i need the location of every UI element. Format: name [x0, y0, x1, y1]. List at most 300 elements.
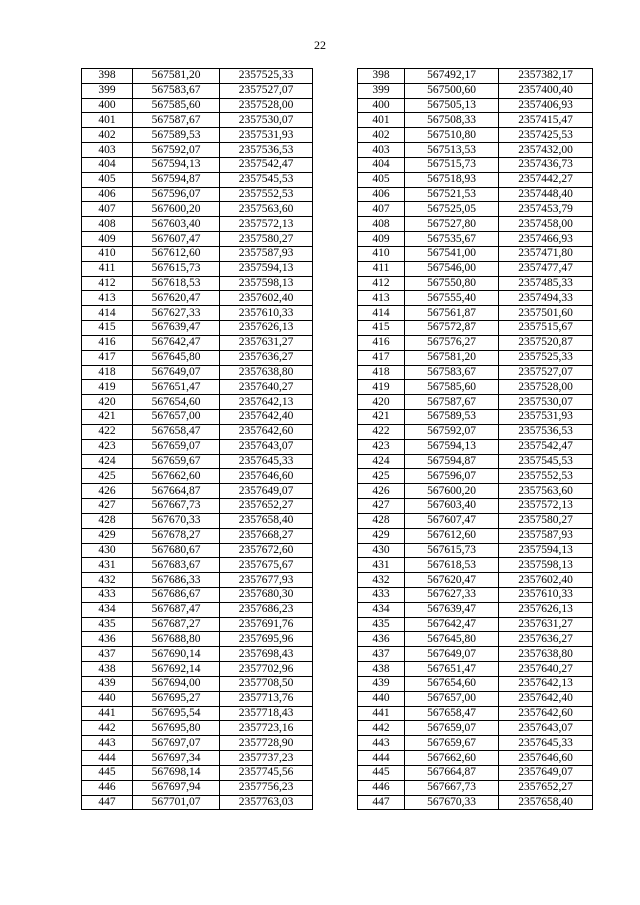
- left-y-coordinate: 2357756,23: [220, 780, 313, 795]
- left-y-coordinate: 2357702,96: [220, 662, 313, 677]
- column-gap: [313, 484, 358, 499]
- left-point-number: 403: [82, 143, 133, 158]
- left-point-number: 445: [82, 765, 133, 780]
- column-gap: [313, 69, 358, 84]
- right-point-number: 406: [358, 187, 405, 202]
- left-point-number: 426: [82, 484, 133, 499]
- right-y-coordinate: 2357649,07: [499, 765, 593, 780]
- left-y-coordinate: 2357552,53: [220, 187, 313, 202]
- left-point-number: 431: [82, 558, 133, 573]
- right-x-coordinate: 567667,73: [405, 780, 499, 795]
- table-row: [82, 172, 593, 187]
- left-point-number: 446: [82, 780, 133, 795]
- left-x-coordinate: 567654,60: [133, 395, 220, 410]
- column-gap: [313, 321, 358, 336]
- left-x-coordinate: 567651,47: [133, 380, 220, 395]
- right-y-coordinate: 2357642,60: [499, 706, 593, 721]
- right-y-coordinate: 2357531,93: [499, 410, 593, 425]
- right-x-coordinate: 567596,07: [405, 469, 499, 484]
- table-row: [82, 424, 593, 439]
- right-x-coordinate: 567508,33: [405, 113, 499, 128]
- left-point-number: 425: [82, 469, 133, 484]
- left-y-coordinate: 2357642,60: [220, 424, 313, 439]
- table-row: [82, 291, 593, 306]
- table-row: [82, 98, 593, 113]
- right-x-coordinate: 567612,60: [405, 528, 499, 543]
- left-x-coordinate: 567680,67: [133, 543, 220, 558]
- table-row: [82, 439, 593, 454]
- right-y-coordinate: 2357636,27: [499, 632, 593, 647]
- left-x-coordinate: 567583,67: [133, 83, 220, 98]
- right-x-coordinate: 567587,67: [405, 395, 499, 410]
- right-x-coordinate: 567600,20: [405, 484, 499, 499]
- table-row: [82, 528, 593, 543]
- right-x-coordinate: 567618,53: [405, 558, 499, 573]
- left-y-coordinate: 2357631,27: [220, 335, 313, 350]
- column-gap: [313, 217, 358, 232]
- left-x-coordinate: 567664,87: [133, 484, 220, 499]
- left-x-coordinate: 567620,47: [133, 291, 220, 306]
- right-point-number: 415: [358, 321, 405, 336]
- column-gap: [313, 350, 358, 365]
- right-point-number: 441: [358, 706, 405, 721]
- right-point-number: 410: [358, 246, 405, 261]
- right-y-coordinate: 2357466,93: [499, 232, 593, 247]
- right-point-number: 436: [358, 632, 405, 647]
- right-x-coordinate: 567555,40: [405, 291, 499, 306]
- left-y-coordinate: 2357737,23: [220, 751, 313, 766]
- right-x-coordinate: 567627,33: [405, 587, 499, 602]
- right-point-number: 426: [358, 484, 405, 499]
- right-point-number: 422: [358, 424, 405, 439]
- right-y-coordinate: 2357471,80: [499, 246, 593, 261]
- left-x-coordinate: 567694,00: [133, 676, 220, 691]
- left-y-coordinate: 2357680,30: [220, 587, 313, 602]
- left-point-number: 402: [82, 128, 133, 143]
- right-point-number: 409: [358, 232, 405, 247]
- right-x-coordinate: 567659,67: [405, 736, 499, 751]
- right-y-coordinate: 2357626,13: [499, 602, 593, 617]
- right-x-coordinate: 567645,80: [405, 632, 499, 647]
- column-gap: [313, 632, 358, 647]
- left-point-number: 418: [82, 365, 133, 380]
- right-x-coordinate: 567657,00: [405, 691, 499, 706]
- left-x-coordinate: 567670,33: [133, 513, 220, 528]
- right-x-coordinate: 567561,87: [405, 306, 499, 321]
- right-point-number: 423: [358, 439, 405, 454]
- column-gap: [313, 113, 358, 128]
- right-y-coordinate: 2357638,80: [499, 647, 593, 662]
- right-y-coordinate: 2357501,60: [499, 306, 593, 321]
- right-y-coordinate: 2357542,47: [499, 439, 593, 454]
- left-y-coordinate: 2357728,90: [220, 736, 313, 751]
- left-point-number: 427: [82, 499, 133, 514]
- page-number: 22: [314, 38, 326, 52]
- left-point-number: 436: [82, 632, 133, 647]
- left-x-coordinate: 567581,20: [133, 69, 220, 84]
- column-gap: [313, 291, 358, 306]
- right-point-number: 438: [358, 662, 405, 677]
- right-x-coordinate: 567492,17: [405, 69, 499, 84]
- left-point-number: 420: [82, 395, 133, 410]
- column-gap: [313, 202, 358, 217]
- left-x-coordinate: 567592,07: [133, 143, 220, 158]
- table-row: [82, 187, 593, 202]
- column-gap: [313, 187, 358, 202]
- left-point-number: 406: [82, 187, 133, 202]
- column-gap: [313, 676, 358, 691]
- left-y-coordinate: 2357587,93: [220, 246, 313, 261]
- column-gap: [313, 691, 358, 706]
- column-gap: [313, 469, 358, 484]
- right-y-coordinate: 2357528,00: [499, 380, 593, 395]
- right-x-coordinate: 567607,47: [405, 513, 499, 528]
- left-y-coordinate: 2357528,00: [220, 98, 313, 113]
- left-x-coordinate: 567594,13: [133, 157, 220, 172]
- column-gap: [313, 513, 358, 528]
- right-x-coordinate: 567535,67: [405, 232, 499, 247]
- left-point-number: 419: [82, 380, 133, 395]
- right-x-coordinate: 567594,13: [405, 439, 499, 454]
- right-y-coordinate: 2357580,27: [499, 513, 593, 528]
- left-x-coordinate: 567678,27: [133, 528, 220, 543]
- left-y-coordinate: 2357545,53: [220, 172, 313, 187]
- left-y-coordinate: 2357708,50: [220, 676, 313, 691]
- table-row: [82, 246, 593, 261]
- column-gap: [313, 306, 358, 321]
- right-x-coordinate: 567659,07: [405, 721, 499, 736]
- right-point-number: 400: [358, 98, 405, 113]
- left-point-number: 413: [82, 291, 133, 306]
- left-point-number: 442: [82, 721, 133, 736]
- right-point-number: 411: [358, 261, 405, 276]
- left-y-coordinate: 2357668,27: [220, 528, 313, 543]
- right-x-coordinate: 567664,87: [405, 765, 499, 780]
- table-row: [82, 365, 593, 380]
- right-y-coordinate: 2357602,40: [499, 573, 593, 588]
- table-row: [82, 736, 593, 751]
- left-y-coordinate: 2357677,93: [220, 573, 313, 588]
- right-y-coordinate: 2357425,53: [499, 128, 593, 143]
- right-x-coordinate: 567525,05: [405, 202, 499, 217]
- left-x-coordinate: 567698,14: [133, 765, 220, 780]
- right-x-coordinate: 567576,27: [405, 335, 499, 350]
- right-y-coordinate: 2357448,40: [499, 187, 593, 202]
- table-row: [82, 350, 593, 365]
- left-y-coordinate: 2357572,13: [220, 217, 313, 232]
- left-point-number: 447: [82, 795, 133, 810]
- column-gap: [313, 172, 358, 187]
- right-x-coordinate: 567581,20: [405, 350, 499, 365]
- column-gap: [313, 587, 358, 602]
- right-point-number: 434: [358, 602, 405, 617]
- right-y-coordinate: 2357406,93: [499, 98, 593, 113]
- table-row: [82, 721, 593, 736]
- right-x-coordinate: 567594,87: [405, 454, 499, 469]
- left-point-number: 412: [82, 276, 133, 291]
- right-point-number: 398: [358, 69, 405, 84]
- left-x-coordinate: 567603,40: [133, 217, 220, 232]
- left-y-coordinate: 2357594,13: [220, 261, 313, 276]
- table-row: [82, 573, 593, 588]
- table-row: [82, 276, 593, 291]
- left-y-coordinate: 2357610,33: [220, 306, 313, 321]
- column-gap: [313, 647, 358, 662]
- table-row: [82, 454, 593, 469]
- table-row: [82, 113, 593, 128]
- right-x-coordinate: 567662,60: [405, 751, 499, 766]
- right-y-coordinate: 2357442,27: [499, 172, 593, 187]
- left-x-coordinate: 567639,47: [133, 321, 220, 336]
- column-gap: [313, 83, 358, 98]
- right-y-coordinate: 2357658,40: [499, 795, 593, 810]
- column-gap: [313, 736, 358, 751]
- right-x-coordinate: 567620,47: [405, 573, 499, 588]
- right-x-coordinate: 567513,53: [405, 143, 499, 158]
- right-point-number: 431: [358, 558, 405, 573]
- table-row: [82, 587, 593, 602]
- right-point-number: 407: [358, 202, 405, 217]
- left-point-number: 421: [82, 410, 133, 425]
- left-x-coordinate: 567683,67: [133, 558, 220, 573]
- column-gap: [313, 395, 358, 410]
- right-point-number: 428: [358, 513, 405, 528]
- table-row: [82, 617, 593, 632]
- table-row: [82, 217, 593, 232]
- column-gap: [313, 410, 358, 425]
- right-x-coordinate: 567639,47: [405, 602, 499, 617]
- table-row: [82, 83, 593, 98]
- left-x-coordinate: 567701,07: [133, 795, 220, 810]
- right-point-number: 444: [358, 751, 405, 766]
- left-x-coordinate: 567697,94: [133, 780, 220, 795]
- table-row: [82, 484, 593, 499]
- right-point-number: 412: [358, 276, 405, 291]
- left-point-number: 441: [82, 706, 133, 721]
- left-x-coordinate: 567585,60: [133, 98, 220, 113]
- left-x-coordinate: 567697,34: [133, 751, 220, 766]
- right-y-coordinate: 2357525,33: [499, 350, 593, 365]
- right-x-coordinate: 567670,33: [405, 795, 499, 810]
- right-x-coordinate: 567527,80: [405, 217, 499, 232]
- column-gap: [313, 795, 358, 810]
- left-point-number: 433: [82, 587, 133, 602]
- right-x-coordinate: 567615,73: [405, 543, 499, 558]
- right-point-number: 408: [358, 217, 405, 232]
- column-gap: [313, 721, 358, 736]
- right-x-coordinate: 567592,07: [405, 424, 499, 439]
- left-y-coordinate: 2357745,56: [220, 765, 313, 780]
- right-point-number: 427: [358, 499, 405, 514]
- right-y-coordinate: 2357382,17: [499, 69, 593, 84]
- right-y-coordinate: 2357400,40: [499, 83, 593, 98]
- table-row: [82, 335, 593, 350]
- left-point-number: 434: [82, 602, 133, 617]
- right-y-coordinate: 2357515,67: [499, 321, 593, 336]
- left-point-number: 401: [82, 113, 133, 128]
- left-x-coordinate: 567627,33: [133, 306, 220, 321]
- table-row: [82, 765, 593, 780]
- table-row: [82, 513, 593, 528]
- right-point-number: 417: [358, 350, 405, 365]
- left-point-number: 443: [82, 736, 133, 751]
- right-y-coordinate: 2357631,27: [499, 617, 593, 632]
- right-point-number: 424: [358, 454, 405, 469]
- right-point-number: 419: [358, 380, 405, 395]
- column-gap: [313, 617, 358, 632]
- right-y-coordinate: 2357563,60: [499, 484, 593, 499]
- right-y-coordinate: 2357610,33: [499, 587, 593, 602]
- right-y-coordinate: 2357453,79: [499, 202, 593, 217]
- left-point-number: 398: [82, 69, 133, 84]
- left-x-coordinate: 567589,53: [133, 128, 220, 143]
- right-x-coordinate: 567642,47: [405, 617, 499, 632]
- table-row: [82, 780, 593, 795]
- left-x-coordinate: 567596,07: [133, 187, 220, 202]
- right-y-coordinate: 2357652,27: [499, 780, 593, 795]
- right-x-coordinate: 567518,93: [405, 172, 499, 187]
- table-row: [82, 410, 593, 425]
- right-y-coordinate: 2357545,53: [499, 454, 593, 469]
- right-x-coordinate: 567500,60: [405, 83, 499, 98]
- table-row: [82, 306, 593, 321]
- left-y-coordinate: 2357531,93: [220, 128, 313, 143]
- right-point-number: 425: [358, 469, 405, 484]
- left-y-coordinate: 2357686,23: [220, 602, 313, 617]
- column-gap: [313, 261, 358, 276]
- left-point-number: 408: [82, 217, 133, 232]
- column-gap: [313, 128, 358, 143]
- left-x-coordinate: 567667,73: [133, 499, 220, 514]
- left-point-number: 407: [82, 202, 133, 217]
- right-x-coordinate: 567585,60: [405, 380, 499, 395]
- table-row: [82, 647, 593, 662]
- table-row: [82, 157, 593, 172]
- left-y-coordinate: 2357646,60: [220, 469, 313, 484]
- left-y-coordinate: 2357598,13: [220, 276, 313, 291]
- right-x-coordinate: 567572,87: [405, 321, 499, 336]
- column-gap: [313, 765, 358, 780]
- right-point-number: 433: [358, 587, 405, 602]
- left-point-number: 439: [82, 676, 133, 691]
- left-x-coordinate: 567692,14: [133, 662, 220, 677]
- left-y-coordinate: 2357645,33: [220, 454, 313, 469]
- right-x-coordinate: 567515,73: [405, 157, 499, 172]
- table-row: [82, 795, 593, 810]
- left-point-number: 429: [82, 528, 133, 543]
- right-x-coordinate: 567589,53: [405, 410, 499, 425]
- left-x-coordinate: 567687,47: [133, 602, 220, 617]
- right-point-number: 447: [358, 795, 405, 810]
- column-gap: [313, 424, 358, 439]
- left-point-number: 423: [82, 439, 133, 454]
- right-x-coordinate: 567521,53: [405, 187, 499, 202]
- left-x-coordinate: 567695,27: [133, 691, 220, 706]
- left-x-coordinate: 567687,27: [133, 617, 220, 632]
- left-y-coordinate: 2357640,27: [220, 380, 313, 395]
- column-gap: [313, 602, 358, 617]
- left-x-coordinate: 567645,80: [133, 350, 220, 365]
- table-row: [82, 469, 593, 484]
- right-y-coordinate: 2357642,40: [499, 691, 593, 706]
- right-x-coordinate: 567546,00: [405, 261, 499, 276]
- left-x-coordinate: 567688,80: [133, 632, 220, 647]
- column-gap: [313, 499, 358, 514]
- left-point-number: 432: [82, 573, 133, 588]
- right-x-coordinate: 567658,47: [405, 706, 499, 721]
- table-row: [82, 676, 593, 691]
- table-row: [82, 558, 593, 573]
- column-gap: [313, 558, 358, 573]
- right-y-coordinate: 2357485,33: [499, 276, 593, 291]
- table-row: [82, 380, 593, 395]
- right-y-coordinate: 2357527,07: [499, 365, 593, 380]
- left-x-coordinate: 567690,14: [133, 647, 220, 662]
- left-point-number: 415: [82, 321, 133, 336]
- left-y-coordinate: 2357658,40: [220, 513, 313, 528]
- left-x-coordinate: 567657,00: [133, 410, 220, 425]
- left-y-coordinate: 2357642,13: [220, 395, 313, 410]
- left-point-number: 399: [82, 83, 133, 98]
- left-x-coordinate: 567642,47: [133, 335, 220, 350]
- table-row: [82, 232, 593, 247]
- column-gap: [313, 454, 358, 469]
- column-gap: [313, 543, 358, 558]
- right-y-coordinate: 2357643,07: [499, 721, 593, 736]
- left-x-coordinate: 567600,20: [133, 202, 220, 217]
- column-gap: [313, 380, 358, 395]
- table-row: [82, 751, 593, 766]
- left-y-coordinate: 2357636,27: [220, 350, 313, 365]
- left-y-coordinate: 2357542,47: [220, 157, 313, 172]
- left-x-coordinate: 567659,07: [133, 439, 220, 454]
- left-x-coordinate: 567695,80: [133, 721, 220, 736]
- left-y-coordinate: 2357638,80: [220, 365, 313, 380]
- column-gap: [313, 662, 358, 677]
- left-point-number: 444: [82, 751, 133, 766]
- left-y-coordinate: 2357643,07: [220, 439, 313, 454]
- left-point-number: 440: [82, 691, 133, 706]
- left-y-coordinate: 2357525,33: [220, 69, 313, 84]
- right-point-number: 421: [358, 410, 405, 425]
- right-point-number: 442: [358, 721, 405, 736]
- column-gap: [313, 232, 358, 247]
- left-y-coordinate: 2357672,60: [220, 543, 313, 558]
- right-x-coordinate: 567649,07: [405, 647, 499, 662]
- right-point-number: 402: [358, 128, 405, 143]
- left-point-number: 416: [82, 335, 133, 350]
- column-gap: [313, 157, 358, 172]
- right-point-number: 418: [358, 365, 405, 380]
- table-row: [82, 261, 593, 276]
- right-point-number: 446: [358, 780, 405, 795]
- left-x-coordinate: 567686,33: [133, 573, 220, 588]
- column-gap: [313, 751, 358, 766]
- left-point-number: 417: [82, 350, 133, 365]
- left-y-coordinate: 2357723,16: [220, 721, 313, 736]
- table-row: [82, 128, 593, 143]
- right-y-coordinate: 2357594,13: [499, 543, 593, 558]
- left-y-coordinate: 2357649,07: [220, 484, 313, 499]
- table-row: [82, 69, 593, 84]
- left-y-coordinate: 2357713,76: [220, 691, 313, 706]
- right-point-number: 432: [358, 573, 405, 588]
- column-gap: [313, 439, 358, 454]
- left-point-number: 424: [82, 454, 133, 469]
- right-point-number: 429: [358, 528, 405, 543]
- left-x-coordinate: 567587,67: [133, 113, 220, 128]
- coordinates-table-body: [82, 69, 593, 810]
